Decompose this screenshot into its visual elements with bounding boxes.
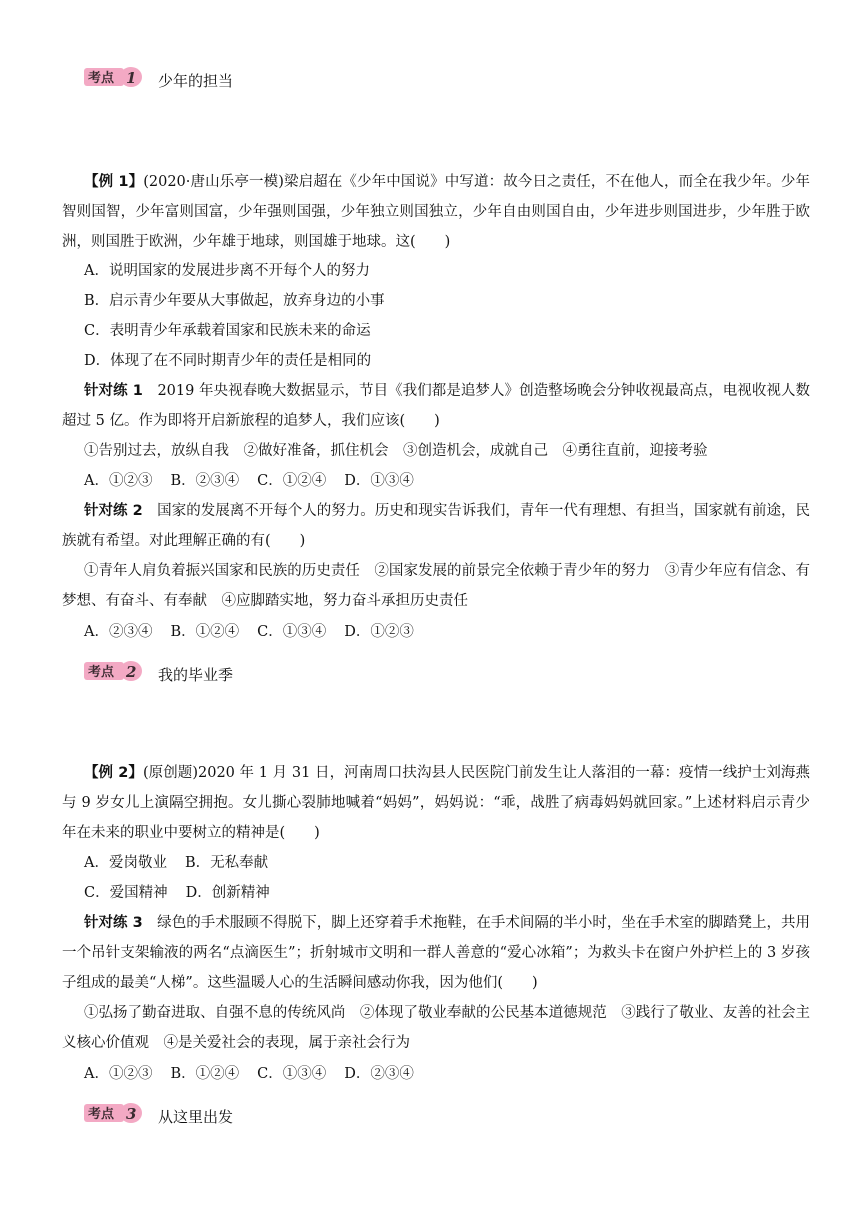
practice-3 [62, 908, 810, 998]
practice-3-label: 针对练 3 [84, 915, 143, 931]
choice: A．爱岗敬业 [84, 855, 167, 871]
section-title-2: 我的毕业季 [158, 666, 234, 684]
choice: A．②③④ [84, 624, 153, 640]
choice: B．①②④ [170, 1066, 240, 1082]
example-1-option-b: B．启示青少年要从大事做起，放弃身边的小事 [84, 293, 385, 309]
practice-1-statements: ①告别过去，放纵自我 ②做好准备，抓住机会 ③创造机会，成就自己 ④勇往直前，迎接考验 [84, 443, 708, 459]
example-1-option-a: A．说明国家的发展进步离不开每个人的努力 [84, 263, 370, 279]
kaodian-badge-1 [84, 66, 144, 88]
choice: C．①③④ [257, 624, 327, 640]
example-2-label: 【例 2】 [84, 765, 143, 781]
practice-1-label: 针对练 1 [84, 383, 143, 399]
choice: D．②③④ [344, 1066, 414, 1082]
choice: C．爱国精神 [84, 885, 168, 901]
example-2-text: (原创题)2020 年 1 月 31 日，河南周口扶沟县人民医院门前发生让人落泪的一幕：疫情一线护士刘海燕与 9 岁女儿上演隔空拥抱。女儿撕心裂肺地喊着“妈妈”，妈妈说：“乖，战胜了病毒妈妈就回家。”上述材料启示青少年在未来的职业中要树立的精神是( ) [62, 765, 810, 841]
example-2-options-row1 [84, 853, 286, 873]
choice: C．①③④ [257, 1066, 327, 1082]
badge-label: 考点 [88, 1107, 115, 1122]
choice: D．创新精神 [185, 885, 270, 901]
practice-2 [62, 496, 810, 556]
example-1-text: (2020·唐山乐亭一模)梁启超在《少年中国说》中写道：故今日之责任，不在他人，而全在我少年。少年智则国智，少年富则国富，少年强则国强，少年独立则国独立，少年自由则国自由，少年进步则国进步，少年胜于欧洲，则国胜于欧洲，少年雄于地球，则国雄于地球。这( ) [62, 174, 810, 250]
section-title-1: 少年的担当 [158, 72, 234, 90]
example-1 [62, 167, 810, 257]
choice: B．①②④ [170, 624, 240, 640]
practice-2-label: 针对练 2 [84, 503, 143, 519]
example-1-option-d: D．体现了在不同时期青少年的责任是相同的 [84, 353, 372, 369]
practice-2-text: 国家的发展离不开每个人的努力。历史和现实告诉我们，青年一代有理想、有担当，国家就有前途，民族就有希望。对此理解正确的有( ) [62, 503, 810, 549]
choice: D．①③④ [344, 473, 414, 489]
practice-3-text: 绿色的手术服顾不得脱下，脚上还穿着手术拖鞋，在手术间隔的半小时，坐在手术室的脚踏凳上，共用一个吊针支架输液的两名“点滴医生”；折射城市文明和一群人善意的“爱心冰箱”；为救头卡在窗户外护栏上的 3 岁孩子组成的最美“人梯”。这些温暖人心的生活瞬间感动你我，因为他们( ) [62, 915, 810, 991]
practice-3-statements: ①弘扬了勤奋进取、自强不息的传统风尚 ②体现了敬业奉献的公民基本道德规范 ③践行了敬业、友善的社会主义核心价值观 ④是关爱社会的表现，属于亲社会行为 [62, 1005, 810, 1051]
choice: D．①②③ [344, 624, 414, 640]
badge-number: 2 [126, 663, 137, 681]
kaodian-badge-3 [84, 1102, 144, 1124]
section-title-3: 从这里出发 [158, 1108, 234, 1126]
example-1-label: 【例 1】 [84, 174, 144, 190]
badge-number: 1 [126, 69, 137, 87]
practice-2-choices [84, 622, 432, 642]
practice-3-choices [84, 1064, 432, 1084]
choice: A．①②③ [84, 1066, 153, 1082]
badge-label: 考点 [88, 665, 115, 680]
example-2 [62, 758, 810, 848]
choice: C．①②④ [257, 473, 327, 489]
badge-label: 考点 [88, 71, 115, 86]
example-1-option-c: C．表明青少年承载着国家和民族未来的命运 [84, 323, 371, 339]
practice-1-text: 2019 年央视春晚大数据显示，节目《我们都是追梦人》创造整场晚会分钟收视最高点，电视收视人数超过 5 亿。作为即将开启新旅程的追梦人，我们应该( ) [62, 383, 810, 429]
choice: B．无私奉献 [184, 855, 269, 871]
choice: B．②③④ [170, 473, 240, 489]
choice: A．①②③ [84, 473, 153, 489]
kaodian-badge-2 [84, 660, 144, 682]
example-2-options-row2 [84, 883, 288, 903]
practice-1 [62, 376, 810, 436]
badge-number: 3 [126, 1105, 137, 1123]
practice-2-statements: ①青年人肩负着振兴国家和民族的历史责任 ②国家发展的前景完全依赖于青少年的努力 ③青少年应有信念、有梦想、有奋斗、有奉献 ④应脚踏实地，努力奋斗承担历史责任 [62, 563, 810, 609]
practice-1-choices [84, 471, 432, 491]
